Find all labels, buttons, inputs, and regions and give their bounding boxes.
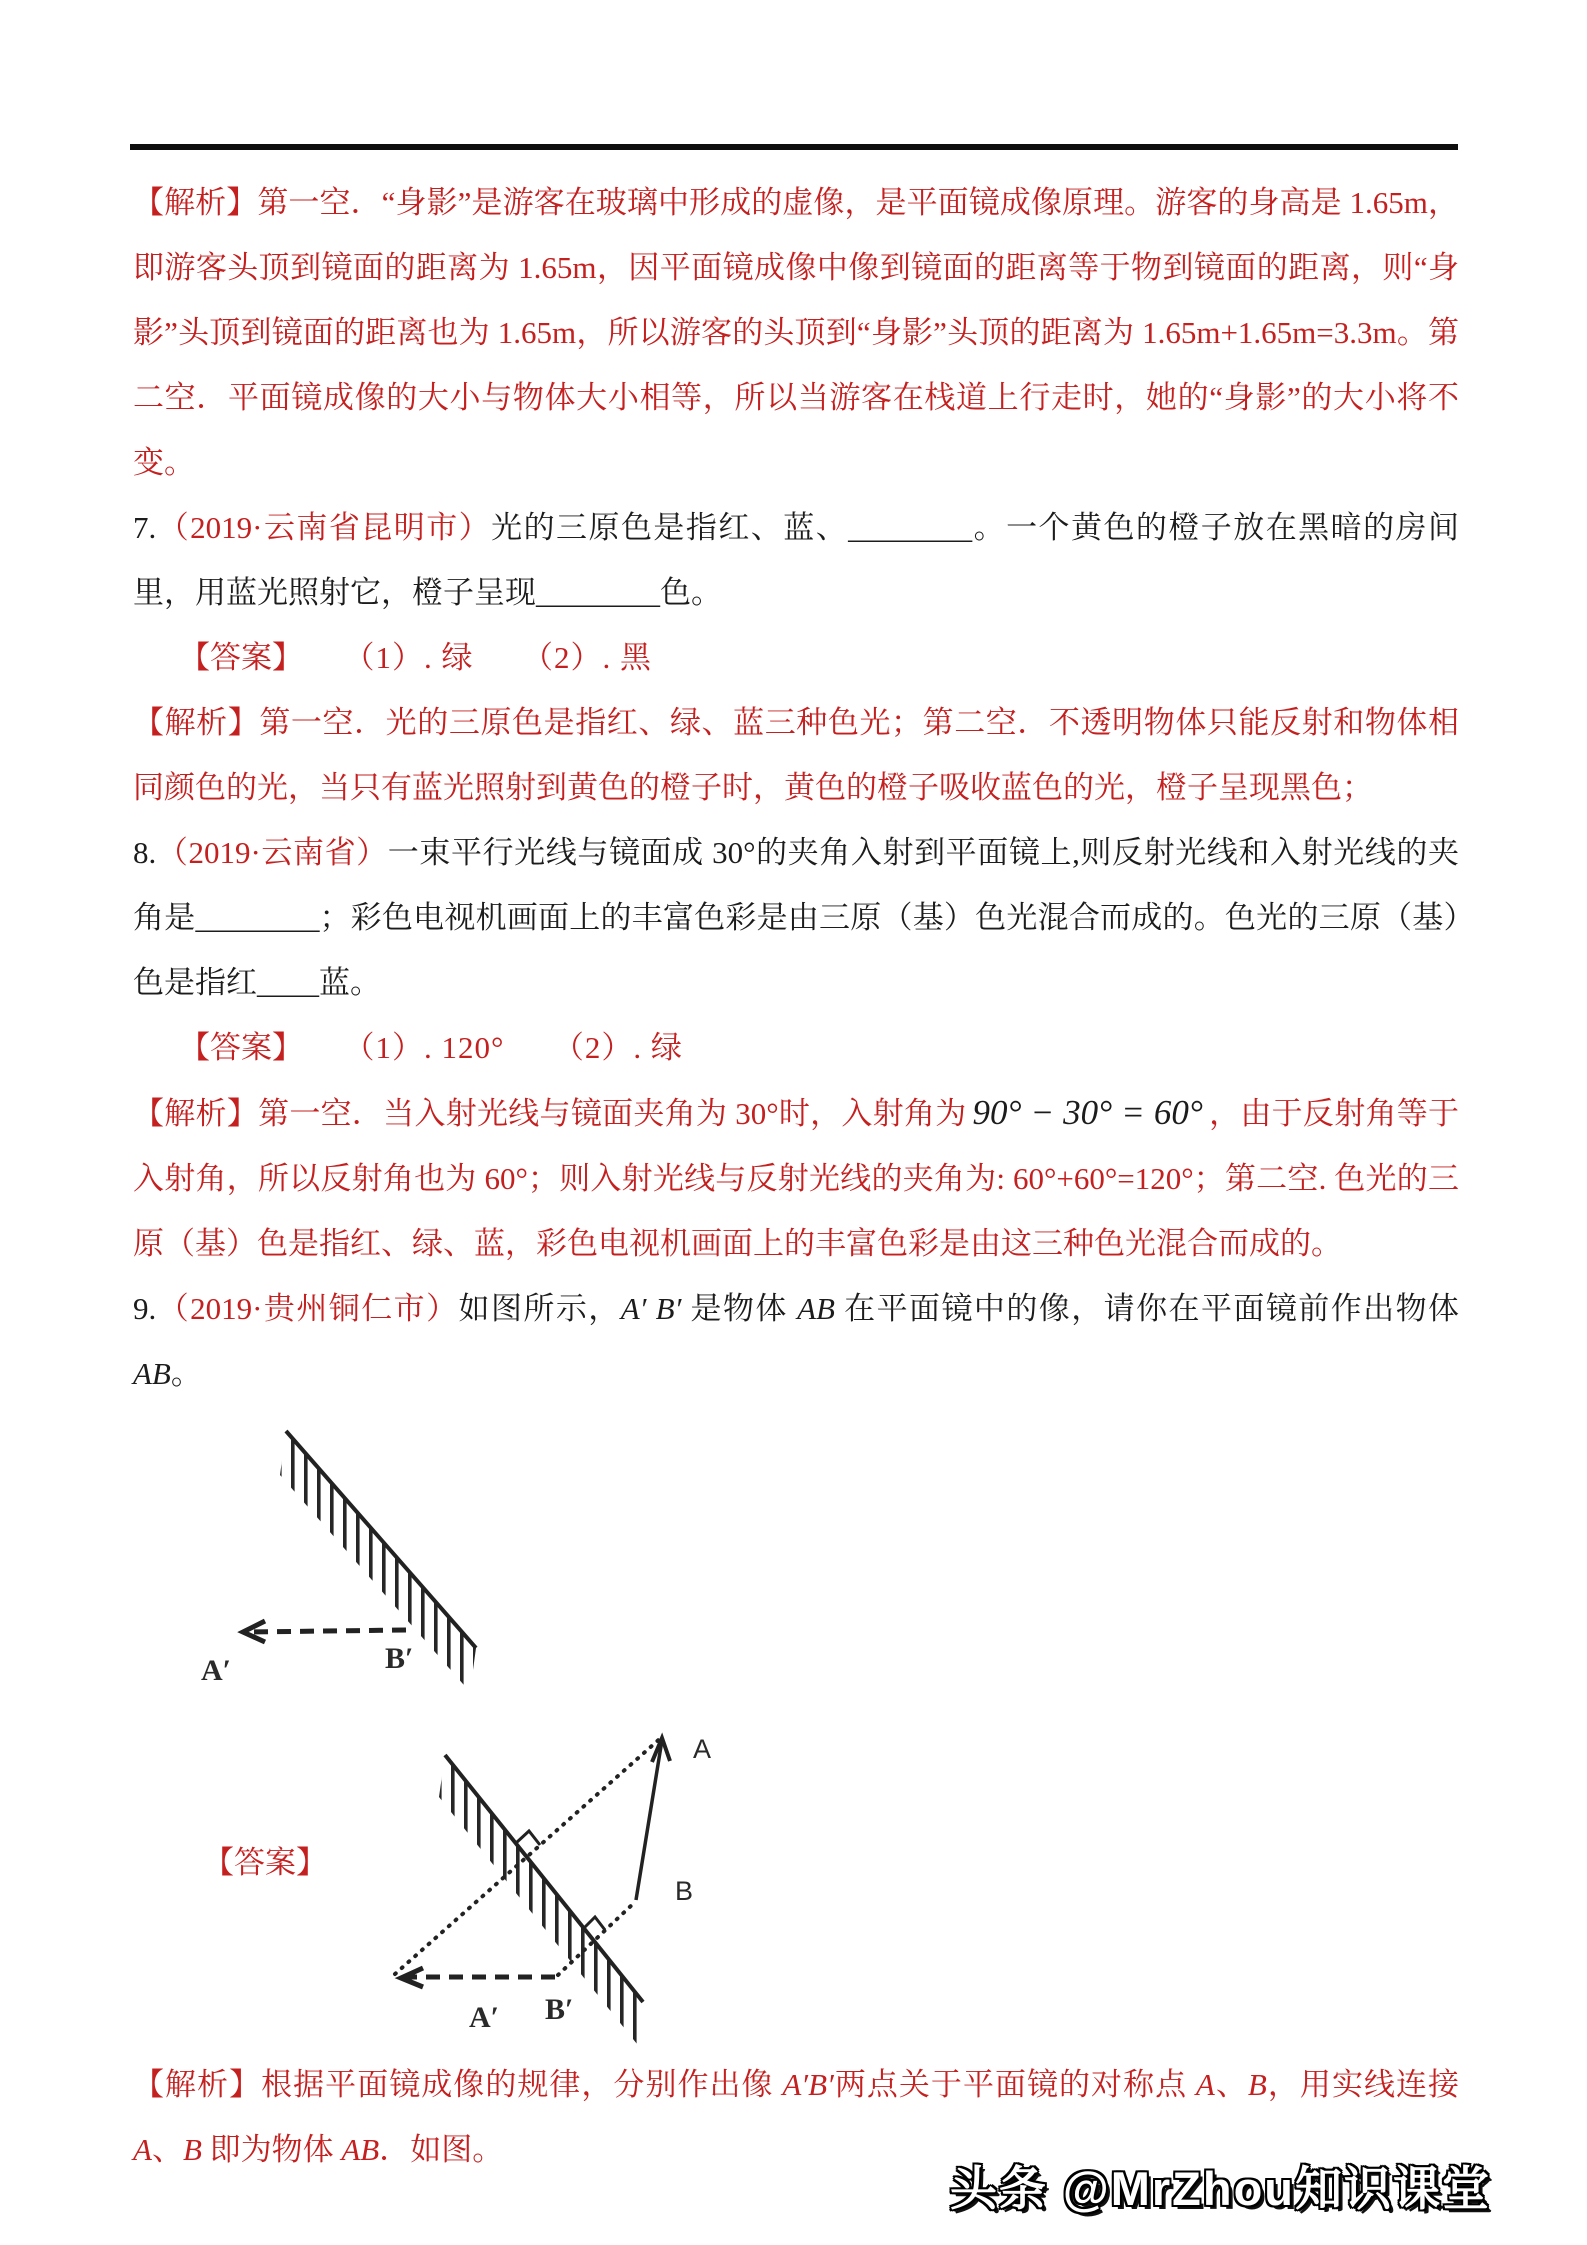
label-b-prime: B′: [545, 1993, 574, 2026]
label-a-prime: A′: [469, 2001, 500, 2034]
points-label: A′B′: [782, 2067, 834, 2102]
right-angle-mark: [584, 1917, 605, 1930]
question-7: [133, 495, 1459, 625]
question-text: 在平面镜中的像，请你在平面镜前作出物体: [834, 1291, 1460, 1326]
answer-value: （1）. 绿 （2）. 黑: [359, 640, 652, 675]
analysis-text: ．如图。: [379, 2132, 504, 2167]
question-text: 光的三原色是指红、蓝、________。一个黄色的橙子放在黑暗的房间里，用蓝光照射它，橙子呈现________色。: [133, 510, 1459, 610]
answer-tag: 【答案】: [203, 1845, 327, 1880]
question-number: 8.: [133, 835, 157, 870]
label-b: B: [675, 1876, 694, 1906]
analysis-q7: [133, 690, 1459, 820]
point-a-label: A: [1195, 2067, 1215, 2102]
document-body: [133, 170, 1459, 2182]
analysis-tag: 【解析】: [133, 2067, 262, 2102]
answer-q8: [133, 1015, 1459, 1080]
object-label: AB: [133, 1356, 171, 1391]
mirror-line: [445, 1755, 643, 2002]
question-source: （2019·云南省）: [156, 835, 388, 870]
answer-tag: 【答案】: [179, 640, 303, 675]
degree-formula: 90° − 30° = 60°: [972, 1093, 1203, 1132]
analysis-text: 根据平面镜成像的规律，分别作出像: [261, 2067, 783, 2102]
analysis-tag: 【解析】: [133, 185, 258, 220]
point-b-label: B: [182, 2132, 202, 2167]
question-8: [133, 820, 1459, 1015]
analysis-text-part2: ，由于反射角等于入射角，所以反射角也为 60°；则入射光线与反射光线的夹角为: 60°+60°=120°；第二空. 色光的三原（基）色是指红、绿、蓝，彩色电视机画面上的丰富色彩是由这三种色光混合而成的。: [133, 1096, 1460, 1261]
image-points-label: A′ B′: [620, 1291, 682, 1326]
analysis-text: 第一空．“身影”是游客在玻璃中形成的虚像，是平面镜成像原理。游客的身高是 1.65m，即游客头顶到镜面的距离为 1.65m，因平面镜成像中像到镜面的距离等于物到镜面的距离，则“身影”头顶到镜面的距离也为 1.65m，所以游客的头顶到“身影”头顶的距离为 1.65m+1.65m=3.3m。第二空．平面镜成像的大小与物体大小相等，所以当游客在栈道上行走时，她的“身影”的大小将不变。: [133, 185, 1459, 480]
top-rule: [130, 144, 1458, 150]
mirror-line: [286, 1431, 476, 1648]
analysis-text: ，用实线连接: [1266, 2067, 1460, 2102]
question-text: 。: [170, 1356, 202, 1391]
object-arrow: [636, 1740, 662, 1900]
right-angle-mark: [516, 1831, 540, 1845]
point-a-label: A: [133, 2132, 152, 2167]
analysis-text: 、: [151, 2132, 183, 2167]
object-label: AB: [797, 1291, 835, 1326]
question-source: （2019·贵州铜仁市）: [156, 1291, 459, 1326]
analysis-text: 、: [1214, 2067, 1248, 2102]
mirror-hatching: [280, 1431, 476, 1692]
label-a-prime: A′: [201, 1654, 232, 1687]
analysis-tag: 【解析】: [133, 705, 260, 740]
label-a: A: [693, 1734, 712, 1764]
object-label: AB: [341, 2132, 380, 2167]
construction-line-a: [395, 1736, 663, 1974]
watermark: 头条 @MrZhou知识课堂: [949, 2162, 1491, 2215]
analysis-tag: 【解析】: [133, 1096, 259, 1131]
analysis-text: 两点关于平面镜的对称点: [833, 2067, 1196, 2102]
answer-q9-row: [133, 1722, 1459, 2052]
analysis-q8: [133, 1080, 1459, 1276]
analysis-text: 第一空．光的三原色是指红、绿、蓝三种色光；第二空．不透明物体只能反射和物体相同颜色的光，当只有蓝光照射到黄色的橙子时，黄色的橙子吸收蓝色的光，橙子呈现黑色；: [133, 705, 1459, 805]
label-b-prime: B′: [385, 1642, 414, 1675]
mirror-diagram-answer: [373, 1722, 743, 2052]
question-source: （2019·云南省昆明市）: [156, 510, 492, 545]
question-text: 一束平行光线与镜面成 30°的夹角入射到平面镜上,则反射光线和入射光线的夹角是________；彩色电视机画面上的丰富色彩是由三原（基）色光混合而成的。色光的三原（基）色是指红____蓝。: [133, 835, 1459, 1000]
mirror-diagram-question: [161, 1418, 561, 1718]
answer-value: （1）. 120° （2）. 绿: [359, 1030, 683, 1065]
point-b-label: B: [1247, 2067, 1267, 2102]
answer-tag: 【答案】: [179, 1030, 303, 1065]
question-number: 7.: [133, 510, 157, 545]
analysis-text-part1: 第一空．当入射光线与镜面夹角为 30°时，入射角为: [258, 1096, 967, 1131]
analysis-q6: [133, 170, 1459, 495]
question-number: 9.: [133, 1291, 157, 1326]
question-text: 如图所示，: [458, 1291, 621, 1326]
image-arrow-dashed: [249, 1630, 406, 1632]
answer-q7: [133, 625, 1459, 690]
analysis-text: 即为物体: [201, 2132, 342, 2167]
question-9: [133, 1276, 1459, 1406]
question-text: 是物体: [681, 1291, 798, 1326]
